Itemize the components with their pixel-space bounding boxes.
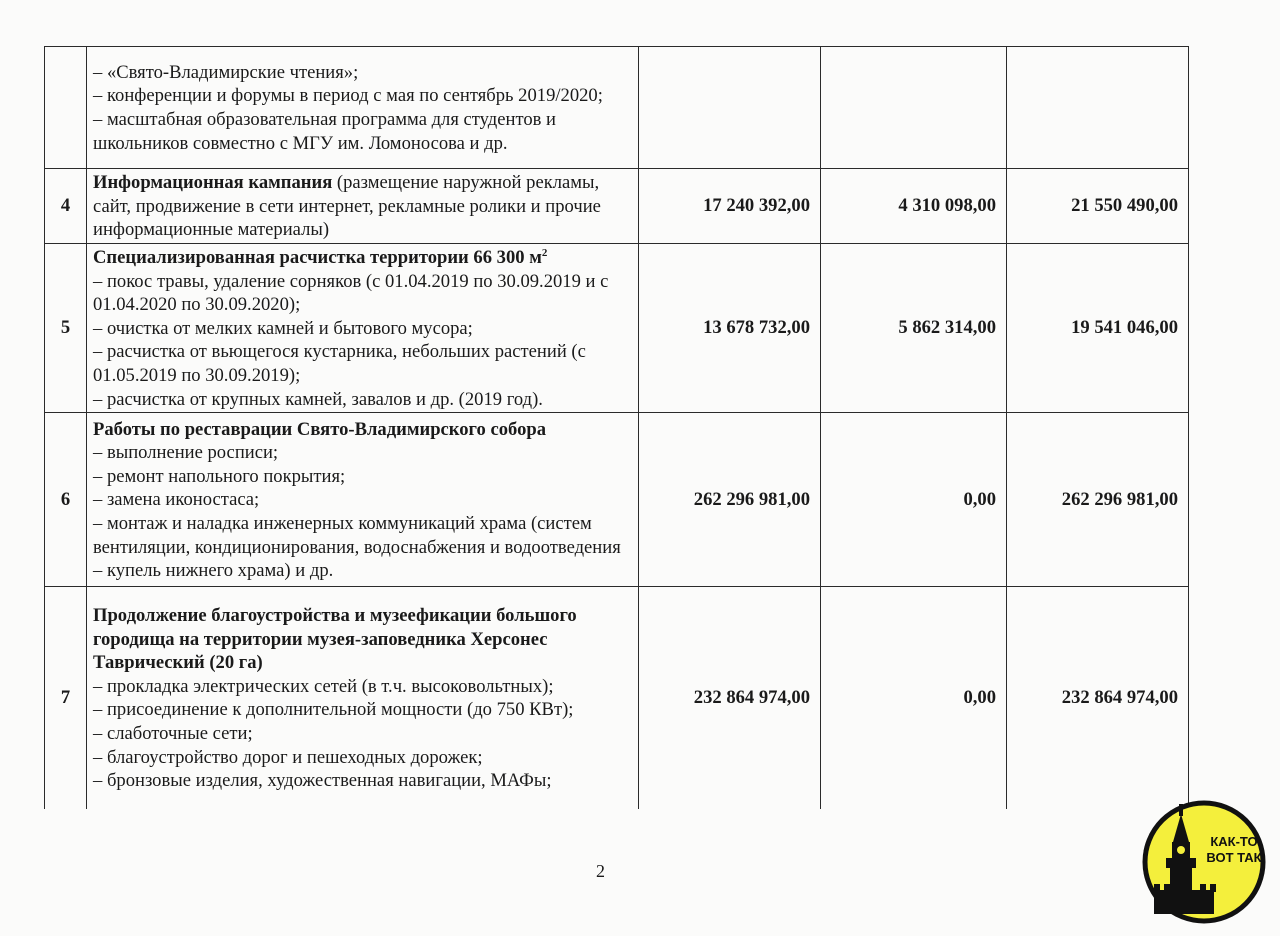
amount-col-2: 0,00 [821,587,1007,809]
budget-table [44,46,1189,809]
row-title: Продолжение благоустройства и музеефикации большого городища на территории музея-заповедника Херсонес Таврический (20 га) [93,605,577,674]
table-row [45,47,1189,169]
row-line: – ремонт напольного покрытия; [93,465,346,487]
amount-col-1: 17 240 392,00 [639,169,821,244]
row-title: Работы по реставрации Свято-Владимирского собора [93,418,547,440]
kak-to-vot-tak-logo [1140,800,1268,924]
row-number: 6 [45,413,87,587]
row-line: – расчистка от крупных камней, завалов и др. (2019 год). [93,388,543,410]
row-description [87,47,639,169]
row-description [87,587,639,809]
amount-col-1: 13 678 732,00 [639,244,821,413]
amount-col-2: 0,00 [821,413,1007,587]
row-title-superscript: 2 [541,246,548,259]
table-row [45,587,1189,809]
row-line: – слаботочные сети; [93,723,253,744]
row-number: 4 [45,169,87,244]
row-line: – бронзовые изделия, художественная навигации, МАФы; [93,770,552,792]
amount-col-1 [639,47,821,169]
row-line: – расчистка от вьющегося кустарника, небольших растений (с 01.05.2019 по 30.09.2019); [93,341,586,386]
table-row [45,413,1189,587]
row-description [87,169,639,244]
amount-total: 262 296 981,00 [1007,413,1189,587]
row-description [87,413,639,587]
logo-text-line2: ВОТ ТАК [1206,850,1262,865]
page-number: 2 [596,861,605,881]
row-line: – конференции и форумы в период с мая по сентябрь 2019/2020; [93,85,603,107]
row-title: Информационная кампания [93,172,333,194]
logo-text-line1: КАК-ТО [1210,834,1258,849]
amount-total: 19 541 046,00 [1007,244,1189,413]
row-line: – благоустройство дорог и пешеходных дорожек; [93,746,483,768]
row-title-rest: (размещение наружной рекламы, сайт, продвижение в сети интернет, рекламные ролики и прочие информационные материалы) [93,172,601,241]
row-line: – прокладка электрических сетей (в т.ч. высоковольтных); [93,675,554,697]
amount-col-2: 5 862 314,00 [821,244,1007,413]
row-number [45,47,87,169]
row-line: – замена иконостаса; [93,489,260,511]
row-line: – выполнение росписи; [93,442,279,464]
row-line: – «Свято-Владимирские чтения»; [93,61,359,83]
row-number: 7 [45,587,87,809]
row-line: – очистка от мелких камней и бытового мусора; [93,317,473,339]
table-row [45,169,1189,244]
row-description [87,244,639,413]
table-row [45,244,1189,413]
amount-col-2 [821,47,1007,169]
row-line: – покос травы, удаление сорняков (с 01.04.2019 по 30.09.2019 и с 01.04.2020 по 30.09.2020); [93,270,609,316]
row-title-text: Специализированная расчистка территории 66 300 м [93,247,542,268]
row-title [93,246,630,270]
row-number: 5 [45,244,87,413]
amount-col-2: 4 310 098,00 [821,169,1007,244]
amount-col-1: 262 296 981,00 [639,413,821,587]
amount-total: 232 864 974,00 [1007,587,1189,809]
amount-col-1: 232 864 974,00 [639,587,821,809]
amount-total: 21 550 490,00 [1007,169,1189,244]
row-line: – масштабная образовательная программа для студентов и школьников совместно с МГУ им. Ломоносова и др. [93,109,557,154]
amount-total [1007,47,1189,169]
row-line: – монтаж и наладка инженерных коммуникаций храма (систем вентиляции, кондиционирования, водоснабжения и водоотведения – купель нижнего храма) и др. [93,512,621,582]
row-line: – присоединение к дополнительной мощности (до 750 КВт); [93,699,574,721]
